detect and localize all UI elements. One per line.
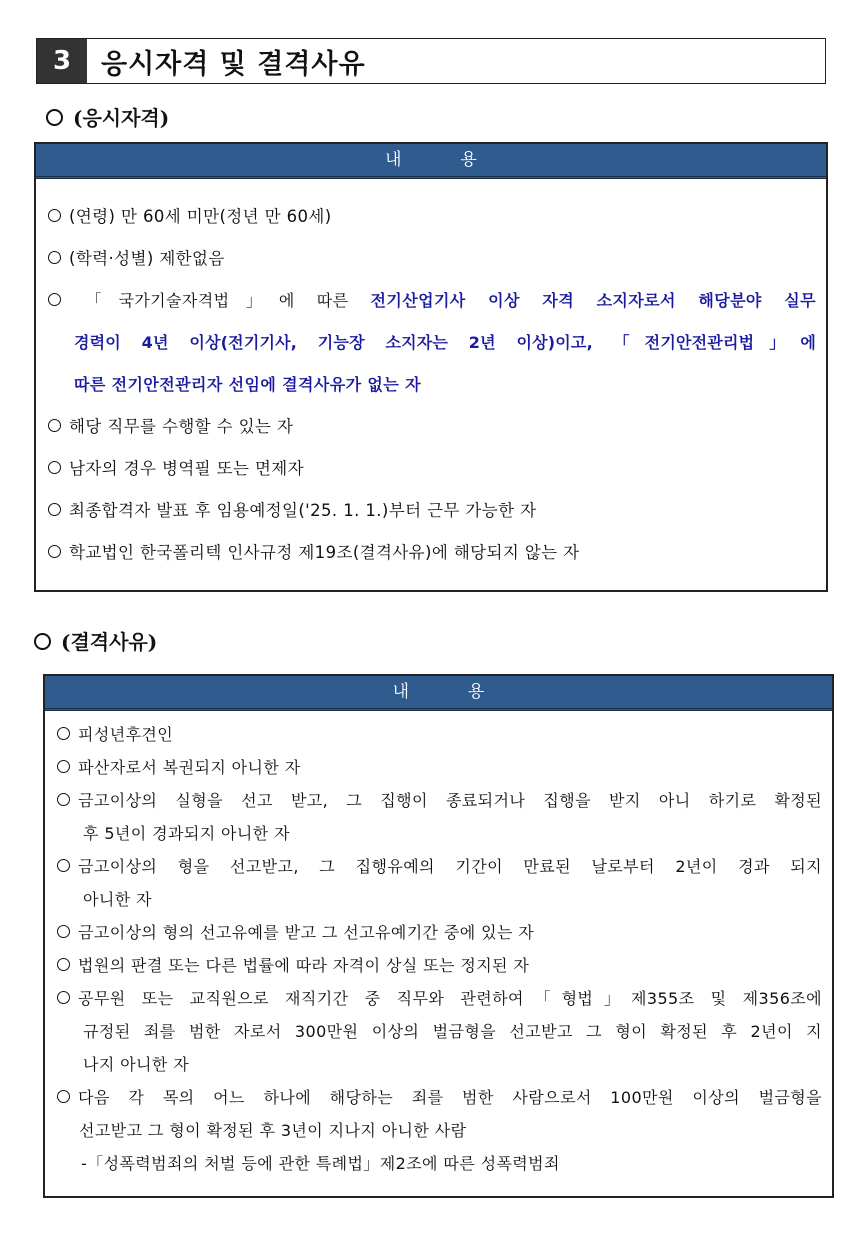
- list-item-continuation: [57, 883, 822, 916]
- circle-bullet-icon: [48, 209, 61, 222]
- item-text: 학교법인 한국폴리텍 인사규정 제19조(결격사유)에 해당되지 않는 자: [69, 543, 580, 562]
- circle-bullet-icon: [46, 109, 63, 126]
- list-item: [48, 532, 816, 574]
- law-item-line-2: 경력이 4년 이상(전기기사, 기능장 소지자는 2년 이상)이고, 「전기안전관리법」에: [74, 333, 816, 352]
- list-item: [48, 448, 816, 490]
- list-item: [48, 238, 816, 280]
- item-text: 다음 각 목의 어느 하나에 해당하는 죄를 범한 사람으로서 100만원 이상의 벌금형을: [78, 1088, 822, 1107]
- list-item-continuation: [57, 1015, 822, 1048]
- disqualifications-box: [43, 674, 834, 1198]
- item-text: 남자의 경우 병역필 또는 면제자: [69, 459, 304, 478]
- disqualifications-heading: [34, 626, 157, 655]
- item-text: 규정된 죄를 범한 자로서 300만원 이상의 벌금형을 선고받고 그 형이 확정된 후 2년이 지: [83, 1022, 822, 1041]
- section-number: 3: [37, 39, 87, 83]
- circle-bullet-icon: [48, 251, 61, 264]
- law-item-line-3: 따른 전기안전관리자 선임에 결격사유가 없는 자: [74, 375, 421, 394]
- circle-bullet-icon: [57, 859, 70, 872]
- law-item-line-1: [48, 280, 816, 322]
- qualifications-box: [34, 142, 828, 592]
- list-item: [57, 718, 822, 751]
- list-item: [57, 949, 822, 982]
- header-label-1: 내: [385, 150, 402, 170]
- sub-item: -「성폭력범죄의 처벌 등에 관한 특례법」제2조에 따른 성폭력범죄: [81, 1154, 560, 1173]
- section-title-bar: [36, 38, 826, 84]
- circle-bullet-icon: [48, 461, 61, 474]
- header-label-2: 용: [467, 682, 485, 702]
- list-item: [57, 982, 822, 1015]
- list-item: [48, 196, 816, 238]
- circle-bullet-icon: [57, 958, 70, 971]
- item-text: 선고받고 그 형이 확정된 후 3년이 지나지 아니한 사람: [79, 1121, 467, 1140]
- law-item-highlight-1: 전기산업기사 이상 자격 소지자로서 해당분야 실무: [370, 291, 816, 310]
- item-text: 공무원 또는 교직원으로 재직기간 중 직무와 관련하여「형법」제355조 및 제356조에: [78, 989, 822, 1008]
- circle-bullet-icon: [48, 503, 61, 516]
- item-text: 최종합격자 발표 후 임용예정일('25. 1. 1.)부터 근무 가능한 자: [69, 501, 537, 520]
- circle-bullet-icon: [48, 419, 61, 432]
- circle-bullet-icon: [57, 793, 70, 806]
- item-text: 해당 직무를 수행할 수 있는 자: [69, 417, 294, 436]
- list-item: [57, 850, 822, 883]
- header-label-2: 용: [460, 150, 477, 170]
- item-text: 아니한 자: [83, 890, 152, 909]
- disqualifications-header: [45, 676, 832, 711]
- item-text: 금고이상의 형을 선고받고, 그 집행유예의 기간이 만료된 날로부터 2년이 경과 되지: [78, 857, 822, 876]
- item-text: 피성년후견인: [78, 725, 174, 744]
- list-item: [57, 784, 822, 817]
- circle-bullet-icon: [57, 727, 70, 740]
- item-text: 후 5년이 경과되지 아니한 자: [83, 824, 290, 843]
- item-text: (연령) 만 60세 미만(정년 만 60세): [69, 207, 332, 226]
- circle-bullet-icon: [34, 633, 51, 650]
- list-item: [57, 916, 822, 949]
- law-item-prefix: 「국가기술자격법」에 따른: [69, 291, 371, 310]
- disqualifications-heading-text: (결격사유): [61, 630, 158, 654]
- qualifications-heading-text: (응시자격): [73, 106, 170, 130]
- circle-bullet-icon: [48, 293, 61, 306]
- circle-bullet-icon: [48, 545, 61, 558]
- item-text: (학력·성별) 제한없음: [69, 249, 225, 268]
- header-label-1: 내: [392, 682, 410, 702]
- qualifications-heading: [46, 102, 169, 131]
- list-item-continuation: [57, 1048, 822, 1081]
- list-item: [48, 490, 816, 532]
- item-text: 파산자로서 복권되지 아니한 자: [78, 758, 301, 777]
- circle-bullet-icon: [57, 925, 70, 938]
- list-item-continuation: [57, 1114, 822, 1147]
- item-text: 법원의 판결 또는 다른 법률에 따라 자격이 상실 또는 정지된 자: [78, 956, 530, 975]
- section-title: 응시자격 및 결격사유: [101, 48, 366, 80]
- item-text: 나지 아니한 자: [83, 1055, 190, 1074]
- item-text: 금고이상의 형의 선고유예를 받고 그 선고유예기간 중에 있는 자: [78, 923, 535, 942]
- list-item-continuation: [57, 817, 822, 850]
- list-item: [57, 1081, 822, 1114]
- circle-bullet-icon: [57, 991, 70, 1004]
- circle-bullet-icon: [57, 760, 70, 773]
- circle-bullet-icon: [57, 1090, 70, 1103]
- qualifications-header: [36, 144, 826, 179]
- list-item: [57, 751, 822, 784]
- item-text: 금고이상의 실형을 선고 받고, 그 집행이 종료되거나 집행을 받지 아니 하기로 확정된: [78, 791, 822, 810]
- list-item: [48, 406, 816, 448]
